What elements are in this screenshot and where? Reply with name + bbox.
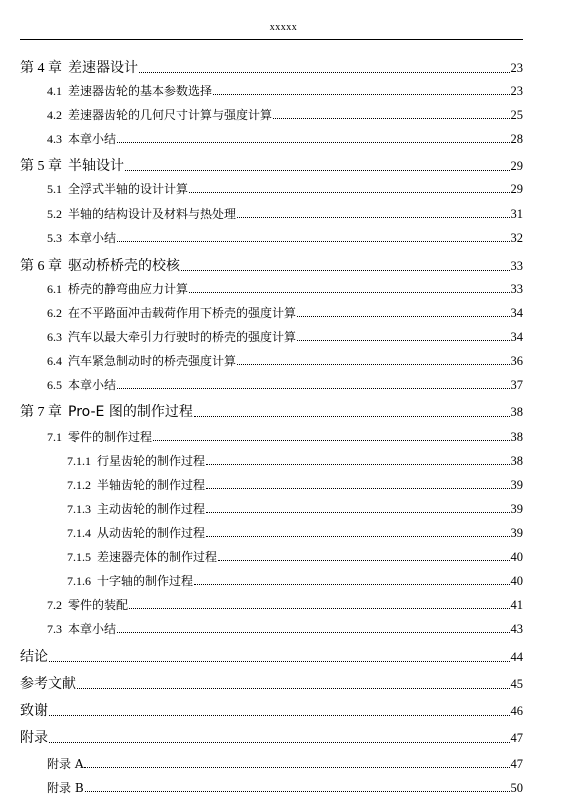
toc-entry-text <box>47 620 116 637</box>
toc-entry-number: 第 7 章 <box>20 405 62 420</box>
toc-leader-dots <box>297 340 509 341</box>
toc-entry[interactable] <box>47 328 523 345</box>
toc-entry-title: 附录 A <box>47 757 84 771</box>
toc-entry-text <box>20 700 48 720</box>
toc-entry-number: 4.3 <box>47 132 62 146</box>
toc-entry-number: 第 5 章 <box>20 159 62 174</box>
toc-leader-dots <box>206 536 509 537</box>
header-rule <box>20 39 523 40</box>
toc-leader-dots <box>297 316 509 317</box>
toc-entry-title: 附录 <box>20 730 48 746</box>
toc-entry-number: 5.1 <box>47 182 62 196</box>
toc-entry-text <box>47 180 188 197</box>
toc-entry[interactable] <box>47 130 523 147</box>
toc-entry-number: 7.1.6 <box>67 574 91 588</box>
toc-leader-dots <box>117 388 509 389</box>
toc-leader-dots <box>273 118 509 119</box>
toc-page-number: 38 <box>510 454 523 468</box>
toc-entry-title: 差速器齿轮的几何尺寸计算与强度计算 <box>68 108 273 122</box>
toc-entry[interactable] <box>67 452 523 469</box>
toc-entry[interactable] <box>67 524 523 541</box>
toc-entry-text <box>47 428 152 445</box>
toc-page-number: 50 <box>510 781 523 795</box>
toc-page-number: 39 <box>510 526 523 540</box>
toc-entry-text <box>67 572 193 589</box>
toc-page-number: 36 <box>510 354 523 368</box>
toc-entry[interactable] <box>47 376 523 393</box>
toc-page-number: 41 <box>510 598 523 612</box>
toc-page-number: 34 <box>510 306 523 320</box>
toc-entry-number: 7.1.5 <box>67 550 91 564</box>
toc-entry-text <box>47 130 116 147</box>
toc-entry-number: 7.2 <box>47 598 62 612</box>
toc-entry[interactable] <box>67 548 523 565</box>
toc-entry-text <box>47 596 128 613</box>
toc-entry[interactable] <box>47 304 523 321</box>
toc-entry-number: 5.3 <box>47 231 62 245</box>
toc-entry-title: 致谢 <box>20 703 48 719</box>
toc-page-number: 44 <box>510 650 523 664</box>
toc-entry-title: 差速器设计 <box>68 60 138 76</box>
toc-leader-dots <box>139 72 510 73</box>
toc-entry[interactable] <box>47 352 523 369</box>
toc-page-number: 32 <box>510 231 523 245</box>
toc-leader-dots <box>218 560 509 561</box>
toc-entry[interactable] <box>20 727 523 747</box>
toc-entry[interactable] <box>20 700 523 720</box>
toc-entry-title: 本章小结 <box>68 378 117 392</box>
toc-entry-title: 零件的制作过程 <box>68 430 153 444</box>
toc-page-number: 38 <box>510 405 523 419</box>
toc-entry-title: 汽车紧急制动时的桥壳强度计算 <box>68 354 237 368</box>
toc-entry[interactable] <box>47 596 523 613</box>
toc-entry-number: 6.3 <box>47 330 62 344</box>
toc-entry[interactable] <box>67 572 523 589</box>
toc-entry-number: 第 4 章 <box>20 61 62 76</box>
toc-entry[interactable] <box>47 205 523 222</box>
toc-leader-dots <box>189 292 509 293</box>
toc-entry[interactable] <box>20 155 523 175</box>
toc-entry-text <box>47 205 236 222</box>
toc-page-number: 47 <box>510 731 523 745</box>
toc-page-number: 33 <box>510 259 523 273</box>
toc-entry-number: 7.1.2 <box>67 478 91 492</box>
toc-leader-dots <box>49 661 510 662</box>
toc-entry-title: 半轴设计 <box>68 158 124 174</box>
toc-leader-dots <box>125 170 510 171</box>
toc-leader-dots <box>206 512 509 513</box>
toc-entry-text <box>20 727 48 747</box>
toc-leader-dots <box>194 584 509 585</box>
toc-entry-title: 半轴齿轮的制作过程 <box>97 478 206 492</box>
toc-leader-dots <box>84 767 509 768</box>
toc-entry-text <box>47 229 116 246</box>
toc-page-number: 47 <box>510 757 523 771</box>
toc-leader-dots <box>213 94 509 95</box>
toc-entry-title: 十字轴的制作过程 <box>97 574 194 588</box>
toc-entry-title: 参考文献 <box>20 676 76 692</box>
toc-entry-title: 在不平路面冲击载荷作用下桥壳的强度计算 <box>68 306 297 320</box>
toc-entry-number: 4.1 <box>47 84 62 98</box>
toc-entry-number: 6.2 <box>47 306 62 320</box>
toc-page-number: 45 <box>510 677 523 691</box>
toc-leader-dots <box>129 608 509 609</box>
toc-entry-title: 本章小结 <box>68 231 117 245</box>
toc-entry-text <box>67 524 205 541</box>
toc-entry-text <box>20 673 76 693</box>
toc-page-number: 40 <box>510 550 523 564</box>
toc-entry-number: 第 6 章 <box>20 259 62 274</box>
toc-leader-dots <box>117 241 509 242</box>
toc-entry-text <box>47 755 83 772</box>
toc-entry-title: 附录 B <box>47 781 84 795</box>
toc-entry[interactable] <box>47 620 523 637</box>
toc-entry-title: 结论 <box>20 649 48 665</box>
toc-entry-text <box>67 476 205 493</box>
toc-entry-title: 驱动桥桥壳的校核 <box>68 258 180 274</box>
toc-entry-number: 7.1.1 <box>67 454 91 468</box>
toc-entry-number: 7.1.4 <box>67 526 91 540</box>
toc-entry-title: 行星齿轮的制作过程 <box>97 454 206 468</box>
toc-entry-text <box>47 82 212 99</box>
toc-leader-dots <box>49 742 510 743</box>
toc-entry-title: 桥壳的静弯曲应力计算 <box>68 282 189 296</box>
toc-entry-number: 6.1 <box>47 282 62 296</box>
toc-page-number: 43 <box>510 622 523 636</box>
toc-entry-text <box>47 779 84 796</box>
toc-leader-dots <box>206 464 509 465</box>
toc-entry[interactable] <box>47 779 523 796</box>
toc-entry-text <box>67 452 205 469</box>
toc-leader-dots <box>206 488 509 489</box>
toc-entry-text <box>20 155 124 175</box>
toc-entry-title: 汽车以最大牵引力行驶时的桥壳的强度计算 <box>68 330 297 344</box>
toc-entry[interactable] <box>20 646 523 666</box>
toc-entry[interactable] <box>47 428 523 445</box>
toc-page-number: 28 <box>510 132 523 146</box>
toc-entry[interactable] <box>67 500 523 517</box>
toc-page-number: 25 <box>510 108 523 122</box>
toc-page-number: 37 <box>510 378 523 392</box>
page-header: xxxxx <box>269 22 298 33</box>
toc-entry-title: 主动齿轮的制作过程 <box>97 502 206 516</box>
toc-leader-dots <box>237 364 509 365</box>
toc-page-number: 39 <box>510 502 523 516</box>
toc-page-number: 23 <box>510 61 523 75</box>
toc-entry-text <box>47 328 296 345</box>
toc-entry[interactable] <box>20 255 523 275</box>
toc-entry[interactable] <box>20 57 523 77</box>
toc-page-number: 29 <box>510 159 523 173</box>
toc-entry-text <box>67 548 217 565</box>
toc-entry-number: 4.2 <box>47 108 62 122</box>
toc-page-number: 34 <box>510 330 523 344</box>
toc-entry-number: 5.2 <box>47 207 62 221</box>
toc-entry-text <box>47 106 272 123</box>
toc-entry[interactable] <box>47 280 523 297</box>
toc-entry-text <box>47 304 296 321</box>
toc-entry-title: 本章小结 <box>68 622 117 636</box>
toc-leader-dots <box>181 270 510 271</box>
toc-page-number: 23 <box>510 84 523 98</box>
toc-page-number: 40 <box>510 574 523 588</box>
toc-leader-dots <box>189 192 509 193</box>
toc-page-number: 46 <box>510 704 523 718</box>
toc-entry-text <box>67 500 205 517</box>
toc-entry[interactable] <box>47 82 523 99</box>
toc-entry[interactable] <box>47 229 523 246</box>
toc-entry[interactable] <box>47 755 523 772</box>
toc-page-number: 31 <box>510 207 523 221</box>
toc-entry-text <box>20 646 48 666</box>
toc-page-number: 39 <box>510 478 523 492</box>
toc-entry-number: 6.4 <box>47 354 62 368</box>
toc-entry-title: 差速器壳体的制作过程 <box>97 550 218 564</box>
toc-entry-title: 零件的装配 <box>68 598 129 612</box>
toc-entry-title: 差速器齿轮的基本参数选择 <box>68 84 213 98</box>
toc-entry-number: 7.1.3 <box>67 502 91 516</box>
toc-entry-number: 6.5 <box>47 378 62 392</box>
toc-entry-title: 半轴的结构设计及材料与热处理 <box>68 207 237 221</box>
toc-page-number: 38 <box>510 430 523 444</box>
toc-entry[interactable] <box>20 401 523 421</box>
toc-entry-title: 全浮式半轴的设计计算 <box>68 182 189 196</box>
toc-entry-title: 从动齿轮的制作过程 <box>97 526 206 540</box>
toc-page-number: 29 <box>510 182 523 196</box>
toc-leader-dots <box>117 142 509 143</box>
toc-entry-number: 7.3 <box>47 622 62 636</box>
toc-leader-dots <box>117 632 509 633</box>
toc-leader-dots <box>49 715 510 716</box>
toc-entry-text <box>47 376 116 393</box>
toc-leader-dots <box>77 688 510 689</box>
toc-leader-dots <box>194 416 510 417</box>
toc-leader-dots <box>153 440 509 441</box>
toc-entry-title: 本章小结 <box>68 132 117 146</box>
toc-entry-number: 7.1 <box>47 430 62 444</box>
toc-entry-text <box>20 255 180 275</box>
toc-entry-title: Pro-E 图的制作过程 <box>68 404 193 420</box>
toc-entry[interactable] <box>47 106 523 123</box>
toc-page-number: 33 <box>510 282 523 296</box>
toc-entry-text <box>47 352 236 369</box>
toc-entry-text <box>20 57 138 77</box>
toc-entry[interactable] <box>20 673 523 693</box>
toc-leader-dots <box>237 217 509 218</box>
toc-entry-text <box>20 401 193 421</box>
toc-entry-text <box>47 280 188 297</box>
toc-entry[interactable] <box>67 476 523 493</box>
toc-entry[interactable] <box>47 180 523 197</box>
toc-leader-dots <box>85 791 510 792</box>
